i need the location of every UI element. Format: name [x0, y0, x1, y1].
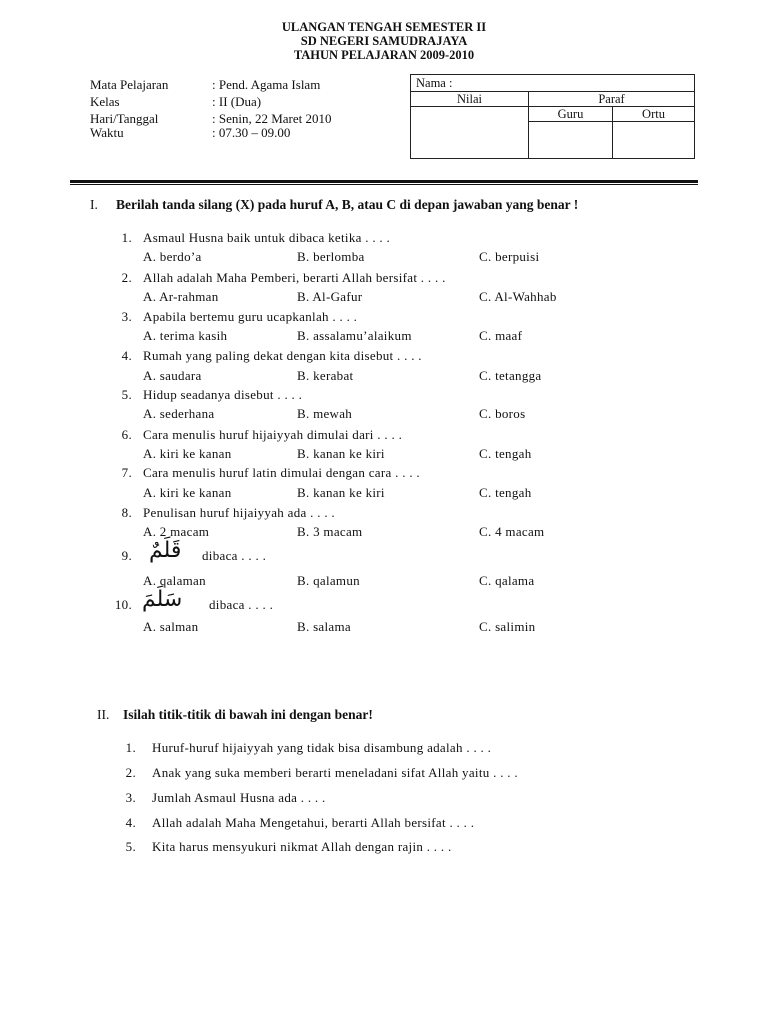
question-text: dibaca . . . . [202, 548, 267, 563]
option-c[interactable]: C. salimin [479, 619, 536, 634]
question-text: dibaca . . . . [209, 597, 274, 612]
fill-in-number: 3. [125, 790, 136, 805]
teacher-signature-cell[interactable] [529, 122, 613, 159]
score-header: Nilai [411, 92, 529, 107]
section-1-numeral: I. [90, 197, 98, 212]
question-text: Cara menulis huruf hijaiyyah dimulai dari . . . . [143, 427, 403, 442]
option-c[interactable]: C. tengah [479, 485, 532, 500]
fill-in-text: Allah adalah Maha Mengetahui, berarti Allah bersifat . . . . [152, 815, 475, 830]
fill-in-text: Kita harus mensyukuri nikmat Allah dengan rajin . . . . [152, 839, 452, 854]
header-divider [70, 180, 698, 185]
arabic-word: سَلَمَ [142, 587, 183, 612]
question-number: 3. [121, 309, 132, 324]
question-text: Allah adalah Maha Pemberi, berarti Allah bersifat . . . . [143, 270, 446, 285]
question-number: 5. [121, 387, 132, 402]
option-a[interactable]: A. saudara [143, 368, 202, 383]
question-text: Penulisan huruf hijaiyyah ada . . . . [143, 505, 335, 520]
section-2-title: Isilah titik-titik di bawah ini dengan benar! [123, 707, 373, 722]
name-field[interactable]: Nama : [411, 75, 695, 92]
option-b[interactable]: B. kerabat [297, 368, 354, 383]
question-number: 2. [121, 270, 132, 285]
option-a[interactable]: A. berdo’a [143, 249, 202, 264]
score-cell[interactable] [411, 107, 529, 159]
option-b[interactable]: B. mewah [297, 406, 353, 421]
question-text: Hidup seadanya disebut . . . . [143, 387, 303, 402]
exam-title: ULANGAN TENGAH SEMESTER II [281, 20, 487, 34]
info-value-date: : Senin, 22 Maret 2010 [212, 111, 332, 126]
section-1-heading [90, 197, 578, 213]
option-b[interactable]: B. kanan ke kiri [297, 446, 385, 461]
fill-in-text: Anak yang suka memberi berarti meneladani sifat Allah yaitu . . . . [152, 765, 518, 780]
section-1-title: Berilah tanda silang (X) pada huruf A, B, atau C di depan jawaban yang benar ! [116, 197, 579, 212]
option-a[interactable]: A. salman [143, 619, 199, 634]
arabic-word: قَلَمٌ [149, 538, 182, 563]
info-value-time: : 07.30 – 09.00 [212, 125, 291, 140]
info-label-time: Waktu [90, 125, 124, 140]
question-number: 8. [121, 505, 132, 520]
option-c[interactable]: C. tetangga [479, 368, 542, 383]
option-b[interactable]: B. salama [297, 619, 351, 634]
option-c[interactable]: C. berpuisi [479, 249, 540, 264]
option-b[interactable]: B. Al-Gafur [297, 289, 363, 304]
section-2-heading [97, 707, 373, 723]
option-c[interactable]: C. boros [479, 406, 526, 421]
question-text: Apabila bertemu guru ucapkanlah . . . . [143, 309, 358, 324]
option-a[interactable]: A. sederhana [143, 406, 215, 421]
info-label-date: Hari/Tanggal [90, 111, 159, 126]
fill-in-number: 5. [125, 839, 136, 854]
fill-in-number: 2. [125, 765, 136, 780]
option-b[interactable]: B. 3 macam [297, 524, 363, 539]
score-box [410, 74, 695, 159]
fill-in-text: Jumlah Asmaul Husna ada . . . . [152, 790, 326, 805]
info-value-subject: : Pend. Agama Islam [212, 77, 321, 92]
section-2-numeral: II. [97, 707, 110, 722]
signature-header: Paraf [529, 92, 695, 107]
fill-in-number: 4. [125, 815, 136, 830]
school-name: SD NEGERI SAMUDRAJAYA [300, 34, 468, 48]
option-a[interactable]: A. terima kasih [143, 328, 228, 343]
question-number: 10. [114, 597, 132, 612]
option-c[interactable]: C. Al-Wahhab [479, 289, 557, 304]
option-c[interactable]: C. tengah [479, 446, 532, 461]
option-a[interactable]: A. kiri ke kanan [143, 485, 232, 500]
parent-signature-cell[interactable] [613, 122, 695, 159]
question-text: Cara menulis huruf latin dimulai dengan cara . . . . [143, 465, 420, 480]
option-b[interactable]: B. qalamun [297, 573, 360, 588]
info-label-subject: Mata Pelajaran [90, 77, 169, 92]
info-value-class: : II (Dua) [212, 94, 262, 109]
option-a[interactable]: A. kiri ke kanan [143, 446, 232, 461]
option-b[interactable]: B. kanan ke kiri [297, 485, 385, 500]
option-a[interactable]: A. qalaman [143, 573, 206, 588]
option-c[interactable]: C. qalama [479, 573, 535, 588]
info-label-class: Kelas [90, 94, 120, 109]
option-c[interactable]: C. maaf [479, 328, 523, 343]
fill-in-number: 1. [125, 740, 136, 755]
question-text: Asmaul Husna baik untuk dibaca ketika . . . . [143, 230, 391, 245]
option-b[interactable]: B. berlomba [297, 249, 365, 264]
fill-in-text: Huruf-huruf hijaiyyah yang tidak bisa disambung adalah . . . . [152, 740, 492, 755]
question-number: 7. [121, 465, 132, 480]
question-number: 6. [121, 427, 132, 442]
parent-header: Ortu [613, 107, 695, 122]
option-c[interactable]: C. 4 macam [479, 524, 545, 539]
academic-year: TAHUN PELAJARAN 2009-2010 [293, 48, 475, 62]
question-number: 1. [121, 230, 132, 245]
question-number: 9. [121, 548, 132, 563]
option-b[interactable]: B. assalamu’alaikum [297, 328, 412, 343]
option-a[interactable]: A. Ar-rahman [143, 289, 219, 304]
teacher-header: Guru [529, 107, 613, 122]
option-a[interactable]: A. 2 macam [143, 524, 210, 539]
question-text: Rumah yang paling dekat dengan kita disebut . . . . [143, 348, 422, 363]
question-number: 4. [121, 348, 132, 363]
